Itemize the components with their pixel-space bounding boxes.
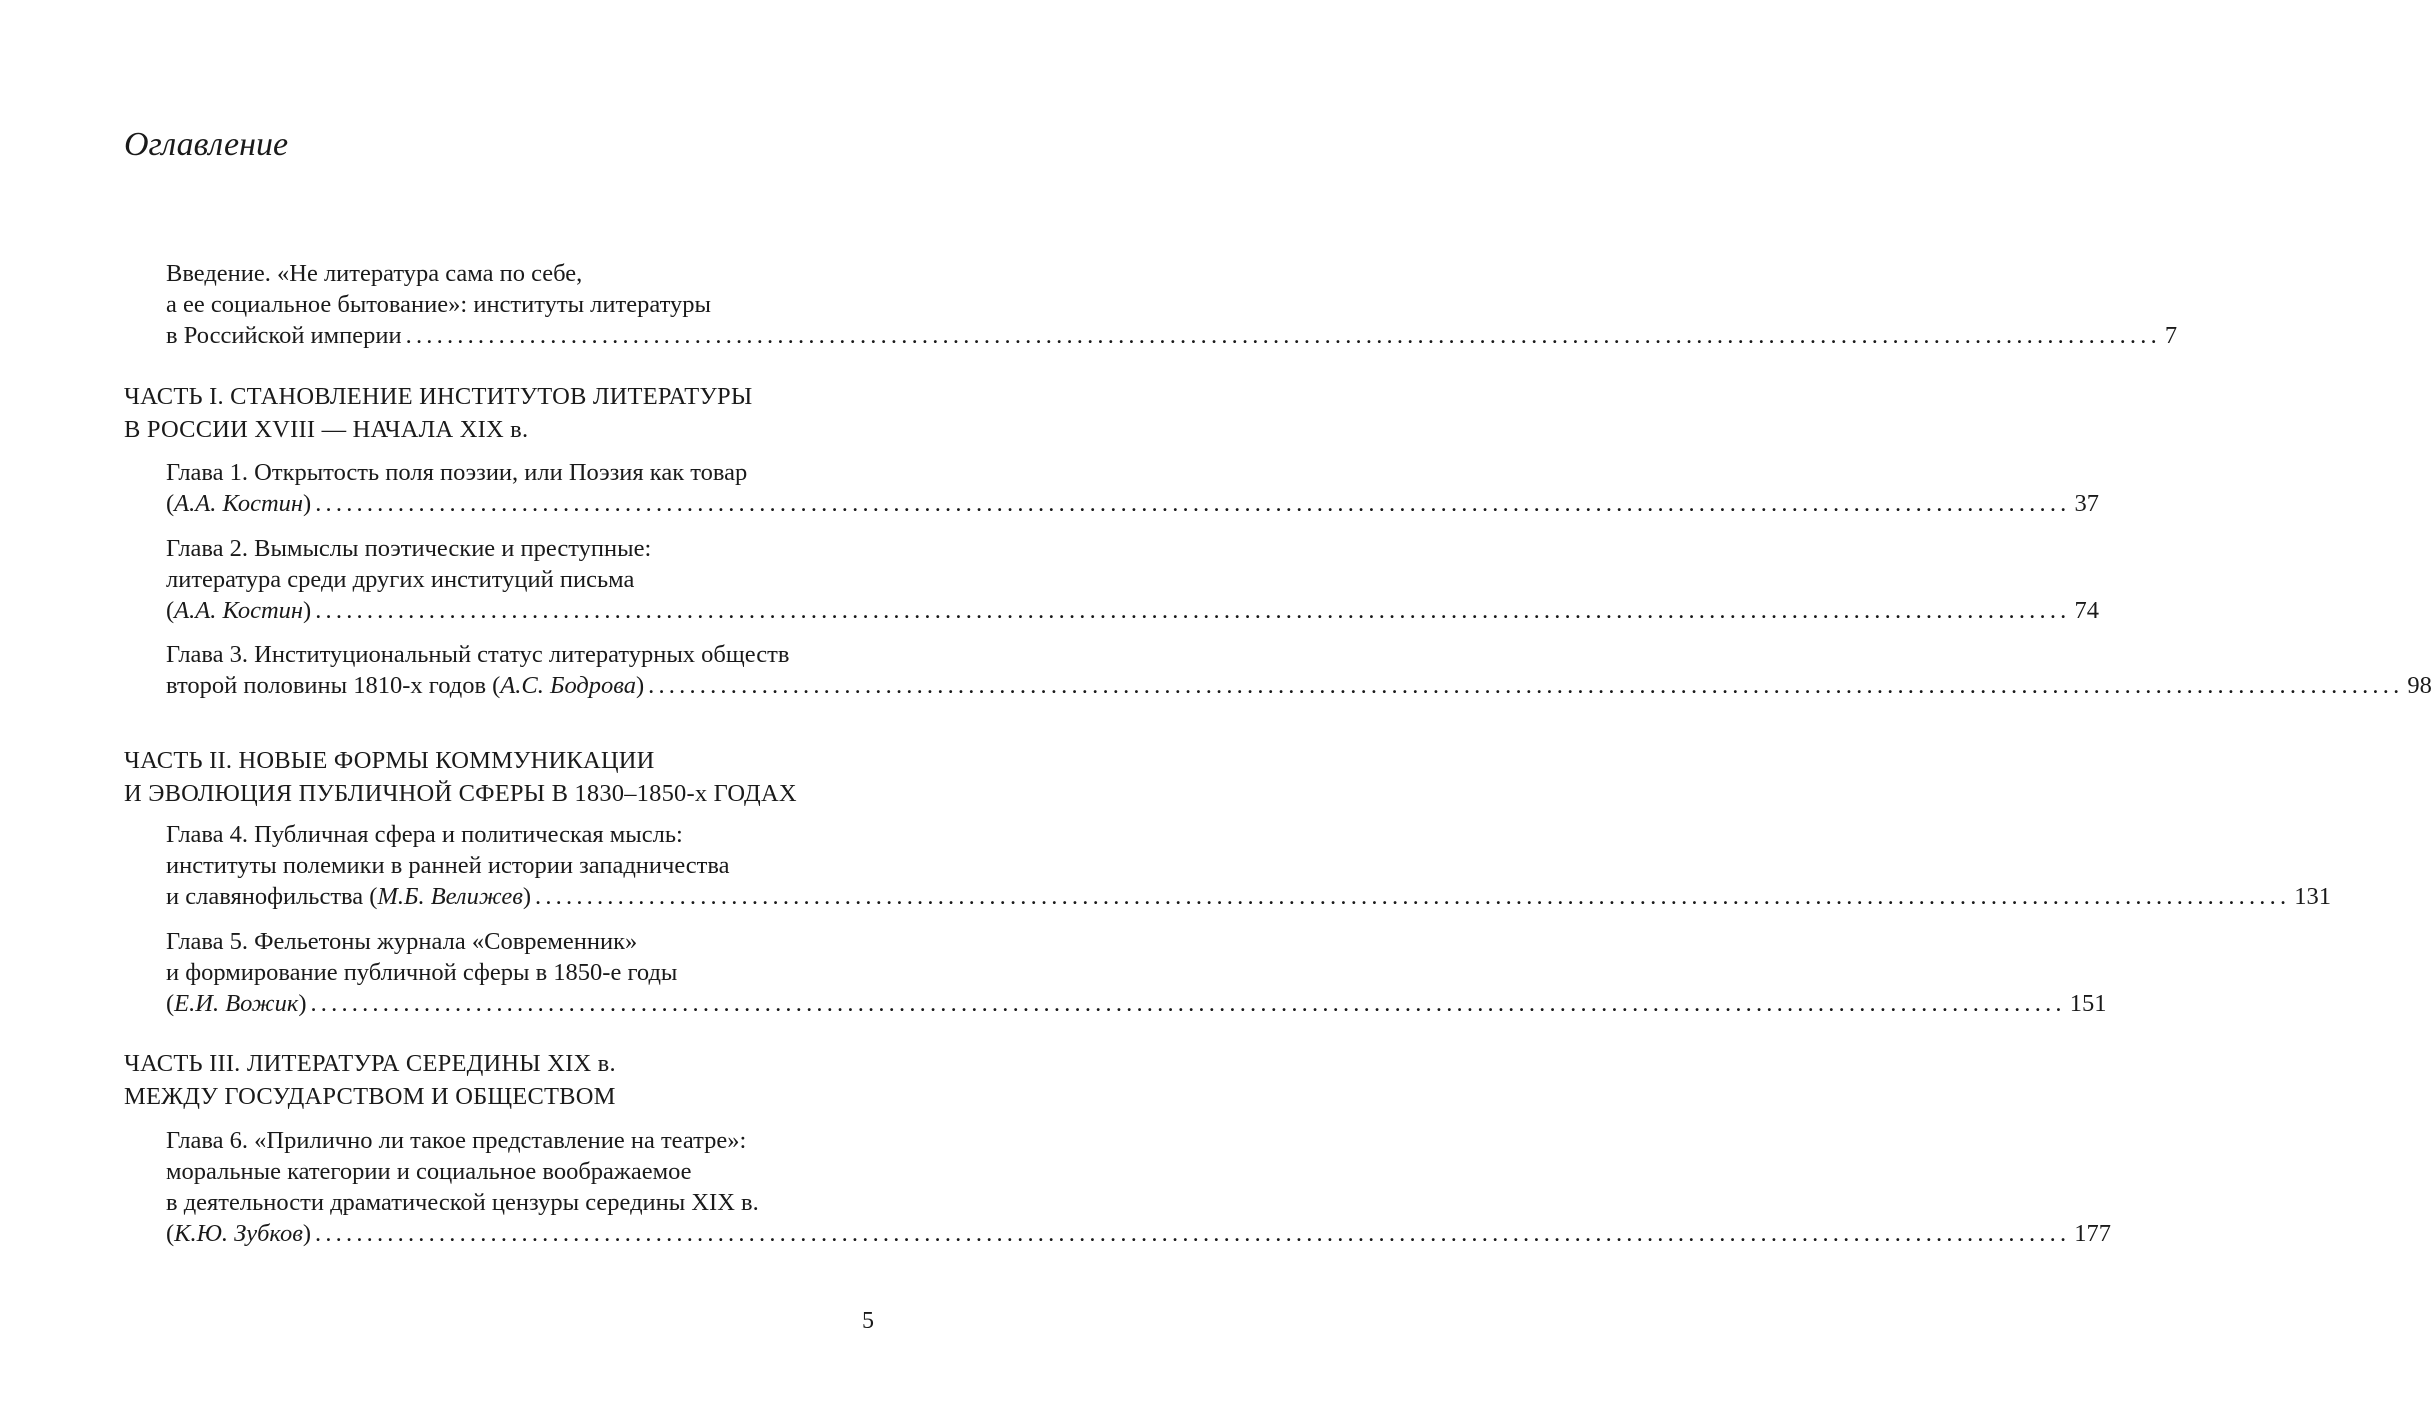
- toc-entry-introduction[interactable]: [166, 258, 2178, 351]
- author-name: М.Б. Велижев: [377, 883, 523, 910]
- entry-line: Глава 1. Открытость поля поэзии, или Поэзия как товар: [166, 459, 748, 486]
- toc-entry-chapter-4[interactable]: [166, 819, 2332, 912]
- entry-last-line: [166, 1218, 2112, 1249]
- entry-last-line: [166, 670, 2432, 701]
- entry-line: Глава 5. Фельетоны журнала «Современник»: [166, 928, 638, 955]
- author-name: Е.И. Вожик: [174, 990, 299, 1017]
- dot-leader: ..........................................................................................................................................................................: [405, 322, 2161, 349]
- page-number: 131: [2294, 883, 2332, 910]
- entry-author-line: (Е.И. Вожик): [166, 990, 307, 1017]
- page-number: 98: [2407, 672, 2432, 699]
- part-heading-line: МЕЖДУ ГОСУДАРСТВОМ И ОБЩЕСТВОМ: [124, 1083, 616, 1110]
- entry-author-line: второй половины 1810-х годов (А.С. Бодрова): [166, 672, 645, 699]
- part-heading-line: В РОССИИ XVIII — НАЧАЛА XIX в.: [124, 416, 529, 443]
- toc-entry-chapter-2[interactable]: [166, 533, 2099, 626]
- toc-entry-chapter-3[interactable]: [166, 639, 2432, 701]
- dot-leader: ..........................................................................................................................................................................: [315, 490, 2071, 517]
- part-heading-line: ЧАСТЬ III. ЛИТЕРАТУРА СЕРЕДИНЫ XIX в.: [124, 1050, 616, 1077]
- page-title: Оглавление: [124, 126, 289, 163]
- entry-last-line: [166, 320, 2178, 351]
- entry-line: моральные категории и социальное воображаемое: [166, 1158, 692, 1185]
- author-name: А.А. Костин: [174, 490, 304, 517]
- entry-line: Введение. «Не литература сама по себе,: [166, 260, 583, 287]
- part-heading-line: ЧАСТЬ I. СТАНОВЛЕНИЕ ИНСТИТУТОВ ЛИТЕРАТУРЫ: [124, 383, 753, 410]
- entry-line: Глава 2. Вымыслы поэтические и преступные:: [166, 535, 652, 562]
- dot-leader: ..........................................................................................................................................................................: [315, 597, 2071, 624]
- part-heading-line: ЧАСТЬ II. НОВЫЕ ФОРМЫ КОММУНИКАЦИИ: [124, 747, 655, 774]
- part-heading-3: [124, 1047, 616, 1113]
- author-name: А.С. Бодрова: [500, 672, 636, 699]
- page-number: 74: [2074, 597, 2099, 624]
- page-number: 177: [2074, 1220, 2112, 1247]
- entry-last-line: [166, 488, 2099, 519]
- entry-line: институты полемики в ранней истории западничества: [166, 852, 730, 879]
- toc-entry-chapter-6[interactable]: [166, 1125, 2112, 1249]
- entry-line: Глава 6. «Прилично ли такое представление на театре»:: [166, 1127, 747, 1154]
- entry-author-line: и славянофильства (М.Б. Велижев): [166, 883, 532, 910]
- entry-line: Глава 3. Институциональный статус литературных обществ: [166, 641, 790, 668]
- entry-line: в деятельности драматической цензуры середины XIX в.: [166, 1189, 759, 1216]
- entry-last-line: [166, 595, 2099, 626]
- entry-author-line: (А.А. Костин): [166, 597, 312, 624]
- author-name: А.А. Костин: [174, 597, 304, 624]
- entry-line: и формирование публичной сферы в 1850-е годы: [166, 959, 678, 986]
- toc-entry-chapter-5[interactable]: [166, 926, 2107, 1019]
- entry-line-text: в Российской империи: [166, 322, 402, 349]
- dot-leader: ..........................................................................................................................................................................: [535, 883, 2291, 910]
- entry-last-line: [166, 988, 2107, 1019]
- entry-line: Глава 4. Публичная сфера и политическая мысль:: [166, 821, 683, 848]
- entry-last-line: [166, 881, 2332, 912]
- entry-author-line: (К.Ю. Зубков): [166, 1220, 312, 1247]
- folio-page-number: 5: [862, 1308, 874, 1334]
- dot-leader: ..........................................................................................................................................................................: [315, 1220, 2071, 1247]
- part-heading-2: [124, 744, 797, 810]
- toc-entry-chapter-1[interactable]: [166, 457, 2099, 519]
- dot-leader: ..........................................................................................................................................................................: [648, 672, 2404, 699]
- page-number: 151: [2069, 990, 2107, 1017]
- entry-author-line: (А.А. Костин): [166, 490, 312, 517]
- part-heading-1: [124, 380, 752, 446]
- page-number: 37: [2074, 490, 2099, 517]
- dot-leader: ..........................................................................................................................................................................: [310, 990, 2066, 1017]
- part-heading-line: И ЭВОЛЮЦИЯ ПУБЛИЧНОЙ СФЕРЫ В 1830–1850-х ГОДАХ: [124, 780, 797, 807]
- author-name: К.Ю. Зубков: [174, 1220, 303, 1247]
- page-number: 7: [2164, 322, 2178, 349]
- entry-line: а ее социальное бытование»: институты литературы: [166, 291, 711, 318]
- entry-line: литература среди других институций письма: [166, 566, 635, 593]
